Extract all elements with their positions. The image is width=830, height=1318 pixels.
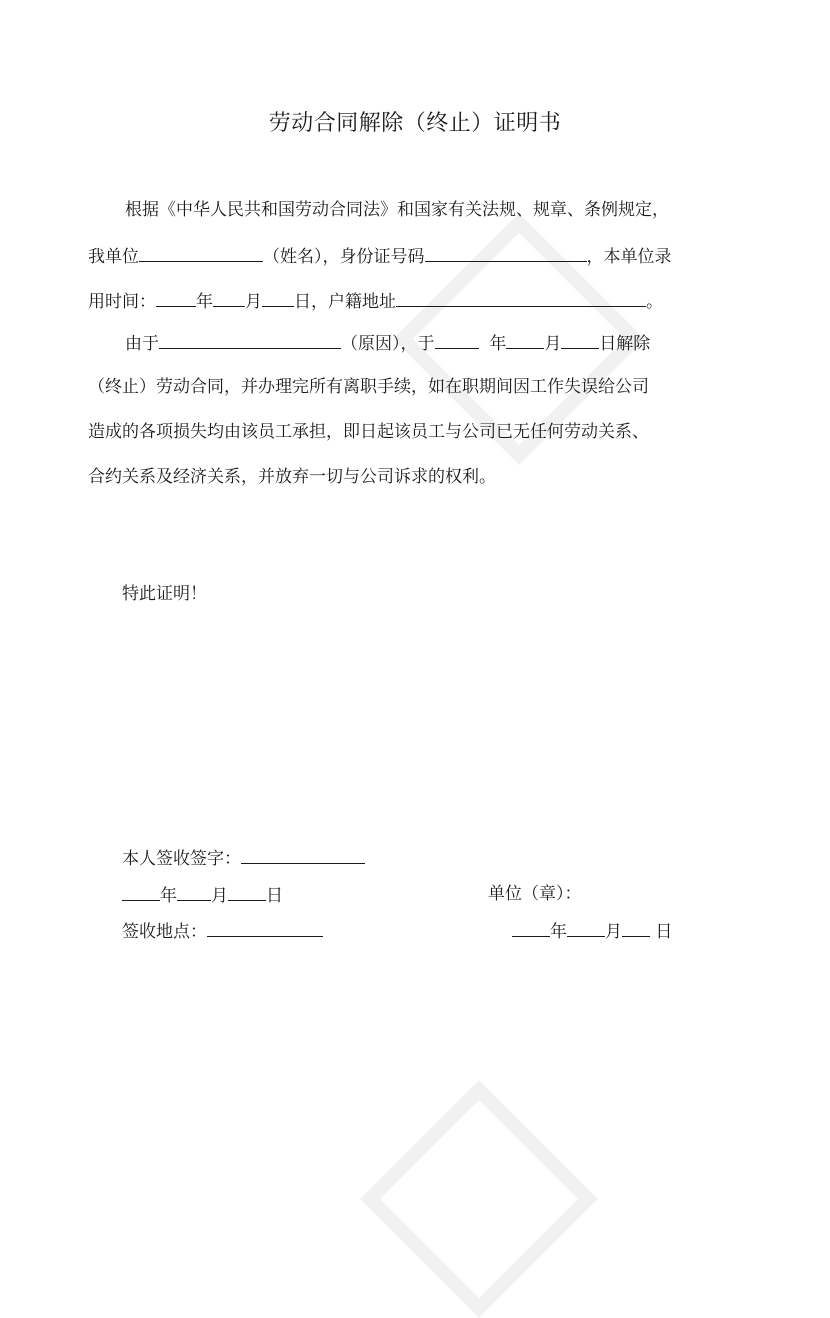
termination-month-blank-field[interactable]: [506, 330, 544, 349]
hire-year-blank-field[interactable]: [156, 288, 196, 307]
text: 用时间：: [88, 292, 156, 312]
paragraph-1-line-3: [88, 288, 663, 314]
text: 日: [655, 922, 673, 942]
address-blank-field[interactable]: [396, 288, 646, 307]
text: 年: [160, 886, 177, 906]
text: 日: [266, 886, 283, 906]
paragraph-2-line-1: [125, 330, 650, 356]
watermark-logo: [360, 1080, 598, 1318]
sign-month-blank-field[interactable]: [177, 882, 211, 901]
text: （原因），于: [341, 334, 435, 354]
text: 日，户籍地址: [294, 292, 396, 312]
text: 月: [544, 334, 562, 354]
text: 本人签收签字：: [122, 849, 241, 869]
text: 月: [245, 292, 262, 312]
id-number-blank-field[interactable]: [425, 243, 587, 262]
closing-statement: 特此证明！: [122, 584, 207, 604]
text: ，本单位录: [586, 247, 672, 267]
text: 年: [196, 292, 213, 312]
sign-year-blank-field[interactable]: [122, 882, 160, 901]
paragraph-1-line-2: [88, 243, 672, 269]
unit-month-blank-field[interactable]: [567, 918, 605, 937]
text: 我单位: [88, 247, 139, 267]
termination-day-blank-field[interactable]: [561, 330, 599, 349]
reason-blank-field[interactable]: [159, 330, 341, 349]
sign-place-line: [122, 918, 323, 944]
sign-place-field[interactable]: [207, 918, 323, 937]
unit-date-line: [512, 918, 672, 944]
paragraph-2-line-3: 造成的各项损失均由该员工承担，即日起该员工与公司已无任何劳动关系、: [88, 422, 649, 442]
paragraph-2-line-4: 合约关系及经济关系，并放弃一切与公司诉求的权利。: [88, 467, 496, 487]
termination-year-blank-field[interactable]: [435, 330, 479, 349]
paragraph-1-line-1: 根据《中华人民共和国劳动合同法》和国家有关法规、规章、条例规定，: [125, 200, 669, 220]
sign-day-blank-field[interactable]: [228, 882, 266, 901]
text: 月: [211, 886, 228, 906]
text: （姓名），身份证号码: [263, 247, 425, 267]
text: 月: [605, 922, 622, 942]
employee-signature-line: [122, 845, 365, 871]
unit-day-blank-field[interactable]: [622, 918, 650, 937]
text: 由于: [125, 334, 159, 354]
text: 日解除: [599, 334, 651, 354]
document-title: 劳动合同解除（终止）证明书: [268, 111, 562, 136]
employee-date-line: [122, 882, 283, 908]
unit-year-blank-field[interactable]: [512, 918, 550, 937]
name-blank-field[interactable]: [139, 243, 263, 262]
hire-day-blank-field[interactable]: [262, 288, 294, 307]
unit-seal-label: 单位（章）：: [488, 884, 582, 904]
text: 年: [550, 922, 567, 942]
employee-signature-field[interactable]: [241, 845, 365, 864]
hire-month-blank-field[interactable]: [213, 288, 245, 307]
text: 年: [489, 334, 507, 354]
paragraph-2-line-2: （终止）劳动合同，并办理完所有离职手续，如在职期间因工作失误给公司: [88, 377, 649, 397]
text: 。: [646, 292, 663, 312]
text: 签收地点：: [122, 922, 207, 942]
